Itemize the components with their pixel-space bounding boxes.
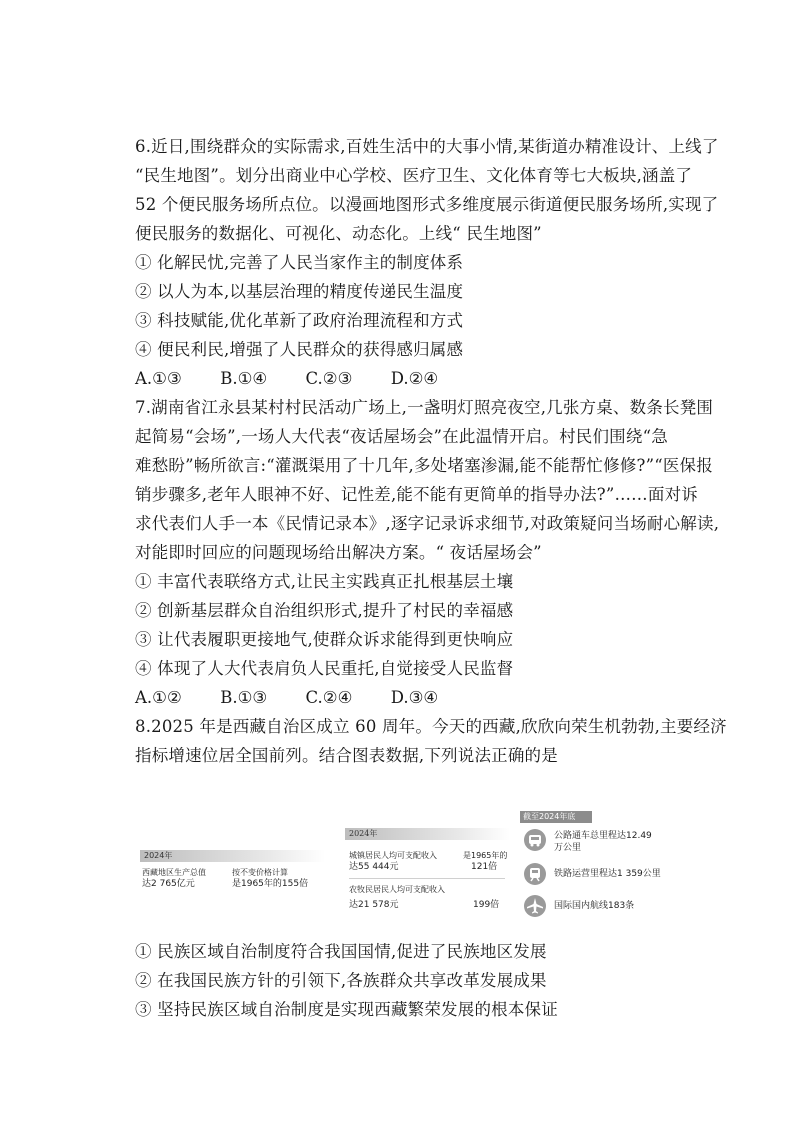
income-panel-tag: 2024年 <box>345 828 510 840</box>
q6-choice-3: ③ 科技赋能,优化革新了政府治理流程和方式 <box>135 311 464 330</box>
q6-choice-4: ④ 便民利民,增强了人民群众的获得感归属感 <box>135 340 464 359</box>
rural-income-label: 农牧民居民人均可支配收入 <box>349 885 445 894</box>
gdp-compare-label: 按不变价格计算 <box>232 868 288 877</box>
rural-income-times: 199倍 <box>473 900 500 910</box>
infographic-transport-panel <box>520 811 680 921</box>
q6-line-1: 6.近日,围绕群众的实际需求,百姓生活中的大事小情,某街道办精准设计、上线了 <box>135 137 719 156</box>
road-mileage: 公路通车总里程达12.49 <box>554 831 652 841</box>
gdp-label: 西藏地区生产总值 <box>142 868 206 877</box>
q8-choice-2: ② 在我国民族方针的引领下,各族群众共享改革发展成果 <box>135 971 547 990</box>
q7-option-b: B.①③ <box>220 688 268 707</box>
rail-mileage: 铁路运营里程达1 359公里 <box>554 869 661 879</box>
q6-option-a: A.①③ <box>135 369 182 388</box>
road-mileage-unit: 万公里 <box>554 843 582 853</box>
q6-choice-1: ① 化解民忧,完善了人民当家作主的制度体系 <box>135 253 464 272</box>
q7-line-5: 求代表们人手一本《民情记录本》,逐字记录诉求细节,对政策疑问当场耐心解读, <box>135 514 720 533</box>
q7-choice-4: ④ 体现了人大代表肩负人民重托,自觉接受人民监督 <box>135 659 514 678</box>
gdp-panel-tag: 2024年 <box>140 850 325 862</box>
q6-option-d: D.②④ <box>390 369 439 388</box>
q6-line-3: 52 个便民服务场所点位。以漫画地图形式多维度展示街道便民服务场所,实现了 <box>135 195 719 214</box>
train-icon <box>524 863 546 885</box>
q7-choice-3: ③ 让代表履职更接地气,使群众诉求能得到更快响应 <box>135 630 514 649</box>
q7-option-a: A.①② <box>135 688 182 707</box>
urban-income-value: 达55 444元 <box>349 862 399 872</box>
q7-line-1: 7.湖南省江永县某村村民活动广场上,一盏明灯照亮夜空,几张方桌、数条长凳围 <box>135 398 714 417</box>
q7-options <box>135 687 438 709</box>
urban-income-label: 城镇居民人均可支配收入 <box>349 851 437 860</box>
q8-line-2: 指标增速位居全国前列。结合图表数据,下列说法正确的是 <box>135 746 558 765</box>
transport-panel-tag: 截至2024年底 <box>520 811 592 823</box>
q7-option-c: C.②④ <box>305 688 353 707</box>
rural-income-value: 达21 578元 <box>349 900 399 910</box>
q8-choice-3: ③ 坚持民族区域自治制度是实现西藏繁荣发展的根本保证 <box>135 1000 558 1019</box>
urban-income-times: 121倍 <box>471 862 498 872</box>
q7-choice-1: ① 丰富代表联络方式,让民主实践真正扎根基层土壤 <box>135 572 514 591</box>
q6-options <box>135 368 438 390</box>
q6-line-2: “民生地图”。划分出商业中心学校、医疗卫生、文化体育等七大板块,涵盖了 <box>135 166 693 185</box>
q7-line-2: 起简易“会场”,一场人大代表“夜话屋场会”在此温情开启。村民们围绕“急 <box>135 427 668 446</box>
infographic-income-panel <box>345 828 510 918</box>
airplane-icon <box>524 895 546 917</box>
q7-option-d: D.③④ <box>390 688 439 707</box>
q7-line-4: 销步骤多,老年人眼神不好、记性差,能不能有更简单的指导办法?”……面对诉 <box>135 485 698 504</box>
q6-choice-2: ② 以人为本,以基层治理的精度传递民生温度 <box>135 282 464 301</box>
flight-routes: 国际国内航线183条 <box>554 901 635 911</box>
income-divider <box>349 878 505 879</box>
infographic-gdp-panel <box>140 850 325 892</box>
gdp-compare-value: 是1965年的155倍 <box>232 879 309 889</box>
q7-choice-2: ② 创新基层群众自治组织形式,提升了村民的幸福感 <box>135 601 514 620</box>
q7-line-6: 对能即时回应的问题现场给出解决方案。“ 夜话屋场会” <box>135 543 542 562</box>
urban-income-compare: 是1965年的 <box>463 851 508 860</box>
q6-line-4: 便民服务的数据化、可视化、动态化。上线“ 民生地图” <box>135 224 542 243</box>
q8-choice-1: ① 民族区域自治制度符合我国国情,促进了民族地区发展 <box>135 942 547 961</box>
q6-option-b: B.①④ <box>220 369 268 388</box>
gdp-value: 达2 765亿元 <box>142 879 195 889</box>
q8-line-1: 8.2025 年是西藏自治区成立 60 周年。今天的西藏,欣欣向荣生机勃勃,主要经济 <box>135 717 727 736</box>
bus-icon <box>524 829 546 851</box>
q6-option-c: C.②③ <box>305 369 353 388</box>
q7-line-3: 难愁盼”畅所欲言:“灌溉渠用了十几年,多处堵塞渗漏,能不能帮忙修修?”“医保报 <box>135 456 713 475</box>
